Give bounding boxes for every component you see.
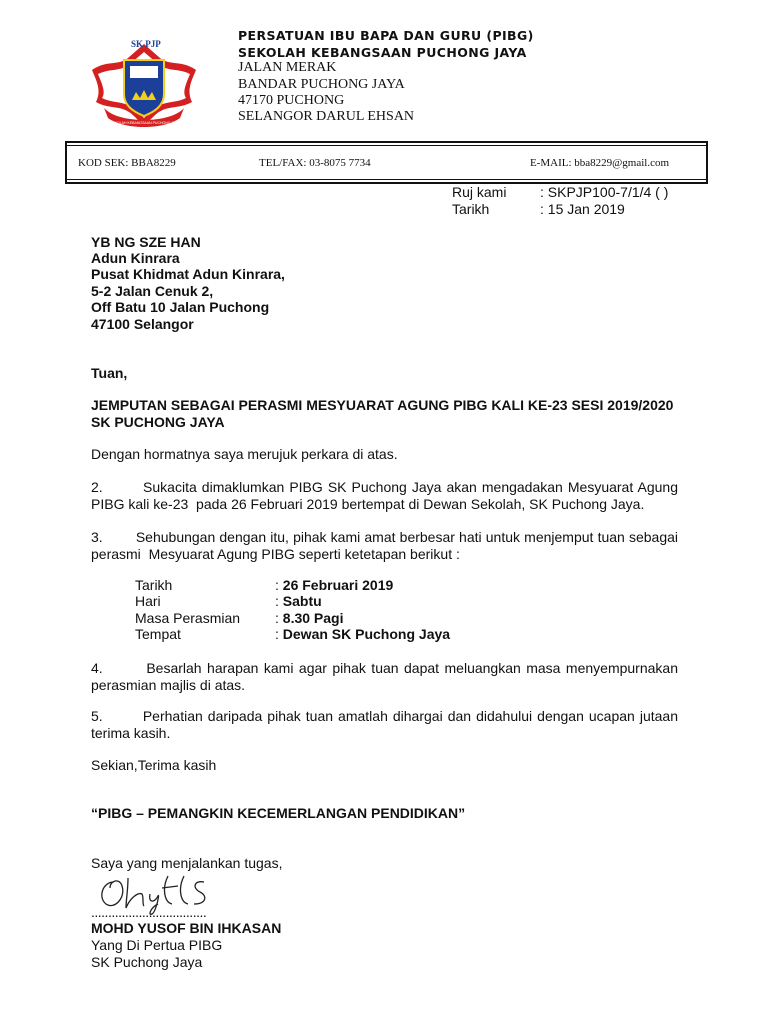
header-box-top-line <box>65 141 708 143</box>
address-line: JALAN MERAK <box>238 60 337 75</box>
date-value: : 15 Jan 2019 <box>540 201 625 217</box>
header-box-left <box>65 142 67 183</box>
subject-line: JEMPUTAN SEBAGAI PERASMI MESYUARAT AGUNG PIBG KALI KE-23 SESI 2019/2020 <box>91 397 674 413</box>
org-name-line1: PERSATUAN IBU BAPA DAN GURU (PIBG) <box>238 28 534 43</box>
paragraph-4: 4. Besarlah harapan kami agar pihak tuan dapat meluangkan masa menyempurnakan perasmian majlis di atas. <box>91 660 682 693</box>
motto: “PIBG – PEMANGKIN KECEMERLANGAN PENDIDIKAN” <box>91 805 466 821</box>
signatory-school: SK Puchong Jaya <box>91 954 203 970</box>
subject-line: SK PUCHONG JAYA <box>91 414 225 430</box>
detail-label: Tarikh <box>135 577 173 593</box>
duty-line: Saya yang menjalankan tugas, <box>91 855 283 871</box>
recipient-line: Adun Kinrara <box>91 250 180 266</box>
address-line: BANDAR PUCHONG JAYA <box>238 77 405 92</box>
address-line: 47170 PUCHONG <box>238 93 345 108</box>
signatory-name: MOHD YUSOF BIN IHKASAN <box>91 920 282 936</box>
paragraph-5: 5. Perhatian daripada pihak tuan amatlah dihargai dan didahului dengan ucapan jutaan terima kasih. <box>91 708 682 741</box>
opening-line: Dengan hormatnya saya merujuk perkara di atas. <box>91 446 398 462</box>
email: E-MAIL: bba8229@gmail.com <box>530 157 670 169</box>
header-box-right <box>706 142 708 183</box>
recipient-line: 47100 Selangor <box>91 316 194 332</box>
address-line: SELANGOR DARUL EHSAN <box>238 109 415 124</box>
ref-label: Ruj kami <box>452 184 507 200</box>
detail-value: : 8.30 Pagi <box>275 610 344 626</box>
logo-text: SK PJP <box>131 39 161 49</box>
date-label: Tarikh <box>452 201 490 217</box>
header-box-inner-line <box>65 145 708 146</box>
detail-label: Masa Perasmian <box>135 610 241 626</box>
tel-fax: TEL/FAX: 03-8075 7734 <box>259 157 371 169</box>
salutation: Tuan, <box>91 365 128 381</box>
detail-value: : Dewan SK Puchong Jaya <box>275 626 451 642</box>
paragraph-3: 3. Sehubungan dengan itu, pihak kami amat berbesar hati untuk menjemput tuan sebagai perasmi Mesyuarat Agung PIBG seperti ketetapan berikut : <box>91 529 682 562</box>
detail-label: Hari <box>135 593 161 609</box>
logo-banner-text: SEKOLAH KEBANGSAAN PUCHONG JAYA <box>110 121 180 125</box>
recipient-line: 5-2 Jalan Cenuk 2, <box>91 283 214 299</box>
recipient-line: Pusat Khidmat Adun Kinrara, <box>91 266 285 282</box>
kod-sekolah: KOD SEK: BBA8229 <box>78 157 176 169</box>
detail-label: Tempat <box>135 626 181 642</box>
school-logo <box>88 34 200 134</box>
closing: Sekian,Terima kasih <box>91 757 217 773</box>
recipient-line: YB NG SZE HAN <box>91 234 201 250</box>
recipient-line: Off Batu 10 Jalan Puchong <box>91 299 270 315</box>
signature-dots: .................................. <box>91 904 207 920</box>
signatory-title: Yang Di Pertua PIBG <box>91 937 223 953</box>
detail-value: : 26 Februari 2019 <box>275 577 394 593</box>
org-name-line2: SEKOLAH KEBANGSAAN PUCHONG JAYA <box>238 45 527 60</box>
header-box-inner-bottom-line <box>65 179 708 180</box>
paragraph-2: 2. Sukacita dimaklumkan PIBG SK Puchong Jaya akan mengadakan Mesyuarat Agung PIBG kali ke-23 pada 26 Februari 2019 bertempat di Dewan Sekolah, SK Puchong Jaya. <box>91 479 682 512</box>
ref-value: : SKPJP100-7/1/4 ( ) <box>540 184 669 200</box>
detail-value: : Sabtu <box>275 593 322 609</box>
